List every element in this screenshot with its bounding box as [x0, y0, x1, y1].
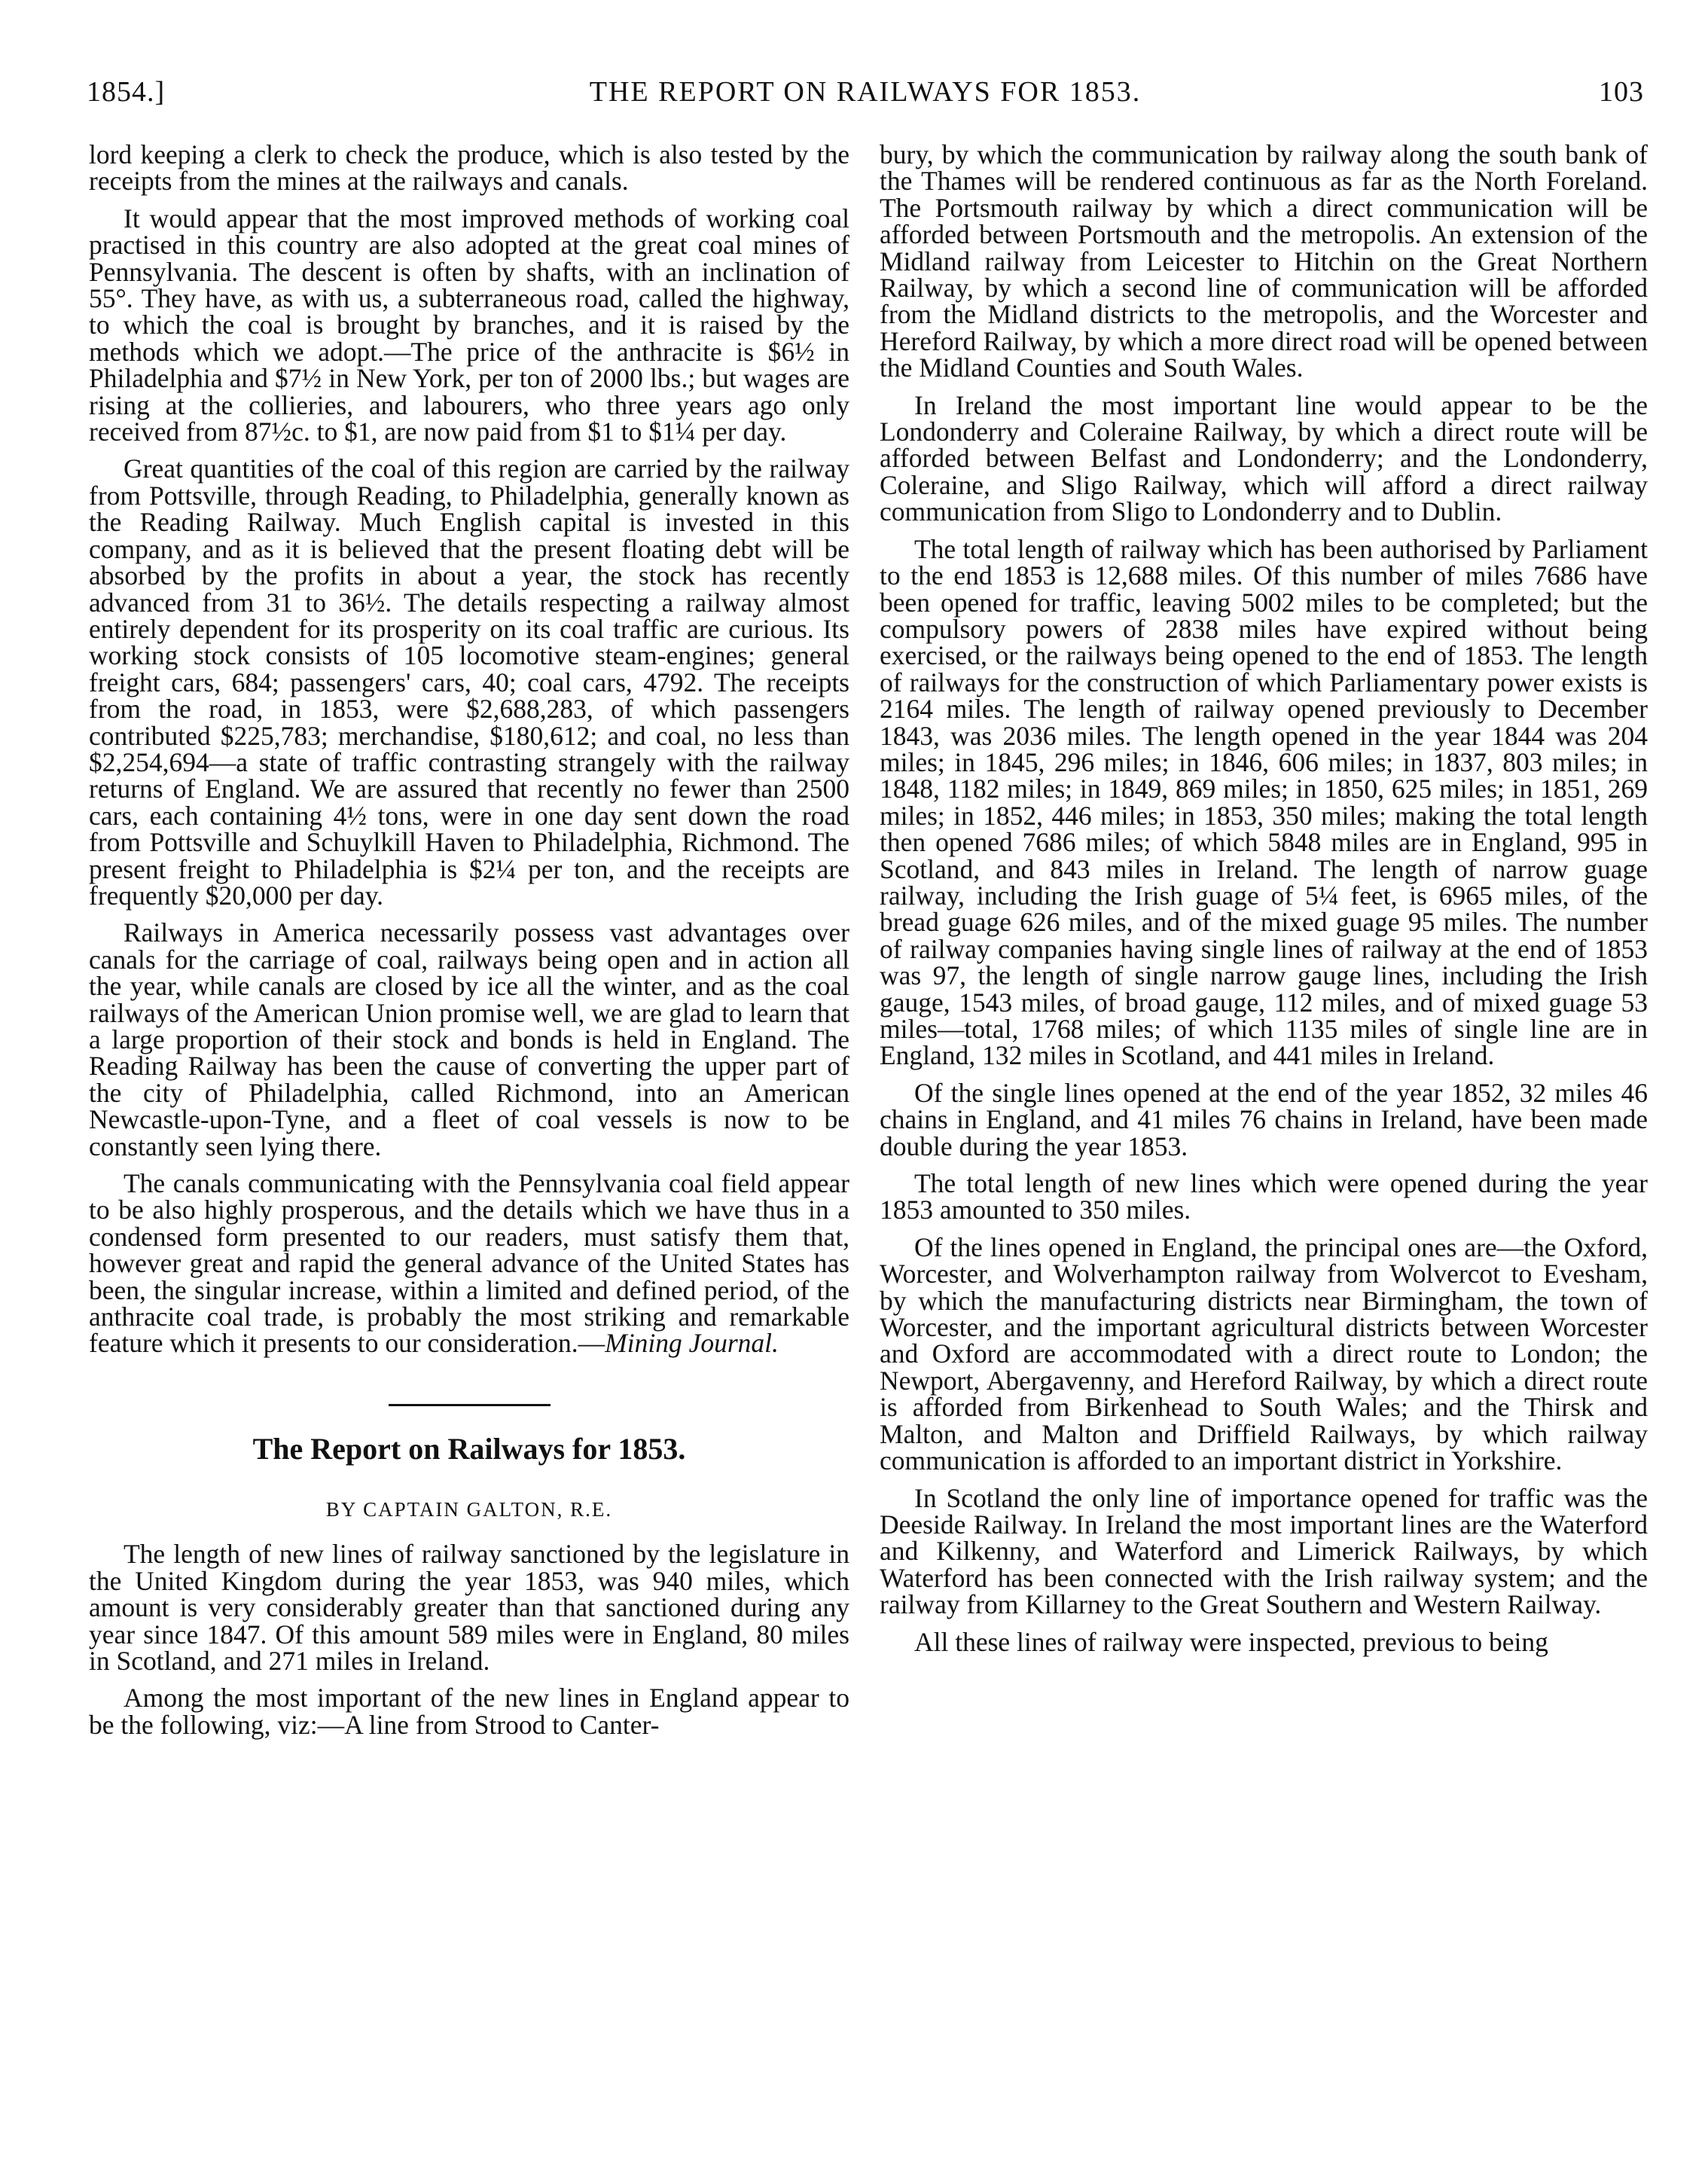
page-number: 103: [1599, 76, 1644, 108]
paragraph: In Ireland the most important line would appear to be the Londonderry and Coleraine Railway, by which a direct route will be afforded between Belfast and Londonderry; and the Londonderry, Coleraine, and Sligo Railway, which will afford a direct railway communication from Sligo to Londonderry and to Dublin.: [880, 389, 1648, 527]
paragraph: It would appear that the most improved methods of working coal practised in this country are also adopted at the great coal mines of Pennsylvania. The descent is often by shafts, with an inclination of 55°. They have, as with us, a subterraneous road, called the highway, to which the coal is brought by branches, and it is raised by the methods which we adopt.—The price of the anthracite is $6½ in Philadelphia and $7½ in New York, per ton of 2000 lbs.; but wages are rising at the collieries, and labourers, who three years ago only received from 87½c. to $1, are now paid from $1 to $1¼ per day.: [89, 203, 849, 447]
header-year: 1854.]: [87, 76, 166, 108]
right-column: [880, 139, 1648, 1666]
closing-paragraph-text: The canals communicating with the Pennsylvania coal field appear to be also highly prosperous, and the details which we have thus in a condensed form presented to our readers, must satisfy them that, however great and rapid the general advance of the United States has been, the singular increase, within a limited and defined period, of the anthracite coal trade, is probably the most striking and remarkable feature which it presents to our consideration.—: [89, 1168, 849, 1359]
section-divider: [389, 1404, 551, 1406]
paragraph: The length of new lines of railway sanctioned by the legislature in the United Kingdom during the year 1853, was 940 miles, which amount is very considerably greater than that sanctioned during any year since 1847. Of this amount 589 miles were in England, 80 miles in Scotland, and 271 miles in Ireland.: [89, 1539, 849, 1676]
paragraph: All these lines of railway were inspected, previous to being: [914, 1626, 1548, 1657]
paragraph: In Scotland the only line of importance opened for traffic was the Deeside Railway. In Ireland the most important lines are the Waterford and Kilkenny, and Waterford and Limerick Railways, by which Waterford has been connected with the Irish railway system; and the railway from Killarney to the Great Southern and Western Railway.: [880, 1482, 1648, 1620]
running-head: [87, 75, 1644, 128]
paragraph: Of the lines opened in England, the principal ones are—the Oxford, Worcester, and Wolverhampton railway from Wolvercot to Evesham, by which the manufacturing districts near Birmingham, the town of Worcester, and the important agricultural districts between Worcester and Oxford are accommodated with a direct route to London; the Newport, Abergavenny, and Hereford Railway, by which a direct route is afforded from Birkenhead to South Wales; and the Thirsk and Malton, and Malton and Driffield Railways, by which railway communication is afforded to an important district in Yorkshire.: [880, 1231, 1648, 1476]
paragraph: Among the most important of the new lines in England appear to be the following, viz:—A line from Strood to Canter-: [89, 1683, 849, 1740]
paragraph: Great quantities of the coal of this region are carried by the railway from Pottsville, through Reading, to Philadelphia, generally known as the Reading Railway. Much English capital is invested in this company, and as it is believed that the present floating debt will be absorbed by the profits in about a year, the stock has recently advanced from 31 to 36½. The details respecting a railway almost entirely dependent for its prosperity on its coal traffic are curious. Its working stock consists of 105 locomotive steam-engines; general freight cars, 684; passengers' cars, 40; coal cars, 4792. The receipts from the road, in 1853, were $2,688,283, of which passengers contributed $225,783; merchandise, $180,612; and coal, no less than $2,254,694—a state of traffic contrasting strangely with the railway returns of England. We are assured that recently no fewer than 2500 cars, each containing 4½ tons, were in one day sent down the road from Pottsville and Schuylkill Haven to Philadelphia, Richmond. The present freight to Philadelphia is $2¼ per ton, and the receipts are frequently $20,000 per day.: [89, 453, 849, 911]
article-title: The Report on Railways for 1853.: [252, 1431, 686, 1466]
paragraph: Of the single lines opened at the end of the year 1852, 32 miles 46 chains in England, and 41 miles 76 chains in Ireland, have been made double during the year 1853.: [880, 1077, 1648, 1161]
closing-paragraph: [89, 1170, 849, 1357]
paragraph: bury, by which the communication by railway along the south bank of the Thames will be rendered continuous as far as the North Foreland. The Portsmouth railway by which a direct communication will be afforded between Portsmouth and the metropolis. An extension of the Midland railway from Leicester to Hitchin on the Great Northern Railway, by which a second line of communication will be afforded from the Midland districts to the metropolis, and the Worcester and Hereford Railway, by which a more direct road will be opened between the Midland Counties and South Wales.: [880, 139, 1648, 383]
left-column: [89, 139, 849, 1749]
paragraph: The total length of new lines which were opened during the year 1853 amounted to 350 miles.: [880, 1168, 1648, 1225]
article-byline: BY CAPTAIN GALTON, R.E.: [325, 1497, 613, 1521]
paragraph: lord keeping a clerk to check the produce, which is also tested by the receipts from the mines at the railways and canals.: [89, 139, 849, 197]
header-title: THE REPORT ON RAILWAYS FOR 1853.: [589, 76, 1142, 108]
paragraph: The total length of railway which has been authorised by Parliament to the end 1853 is 12,688 miles. Of this number of miles 7686 have been opened for traffic, leaving 5002 miles to be completed; but the compulsory powers of 2838 miles have expired without being exercised, or the railways being opened to the end of 1853. The length of railways for the construction of which Parliamentary power exists is 2164 miles. The length of railway opened previously to December 1843, was 2036 miles. The length opened in the year 1844 was 204 miles; in 1845, 296 miles; in 1846, 606 miles; in 1837, 803 miles; in 1848, 1182 miles; in 1849, 869 miles; in 1850, 625 miles; in 1851, 269 miles; in 1852, 446 miles; in 1853, 350 miles; making the total length then opened 7686 miles; of which 5848 miles are in England, 995 in Scotland, and 843 miles in Ireland. The length of narrow guage railway, including the Irish guage of 5¼ feet, is 6965 miles, of the bread guage 626 miles, and of the mixed guage 95 miles. The number of railway companies having single lines of railway at the end of 1853 was 97, the length of single narrow gauge lines, including the Irish gauge, 1543 miles, of broad gauge, 112 miles, and of mixed guage 53 miles—total, 1768 miles; of which 1135 miles of single line are in England, 132 miles in Scotland, and 441 miles in Ireland.: [880, 533, 1648, 1071]
paragraph: Railways in America necessarily possess vast advantages over canals for the carriage of coal, railways being open and in action all the year, while canals are closed by ice all the winter, and as the coal railways of the American Union promise well, we are glad to learn that a large proportion of their stock and bonds is held in England. The Reading Railway has been the cause of converting the upper part of the city of Philadelphia, called Richmond, into an American Newcastle-upon-Tyne, and a fleet of coal vessels is now to be constantly seen lying there.: [89, 917, 849, 1161]
source-citation: Mining Journal.: [605, 1328, 779, 1359]
